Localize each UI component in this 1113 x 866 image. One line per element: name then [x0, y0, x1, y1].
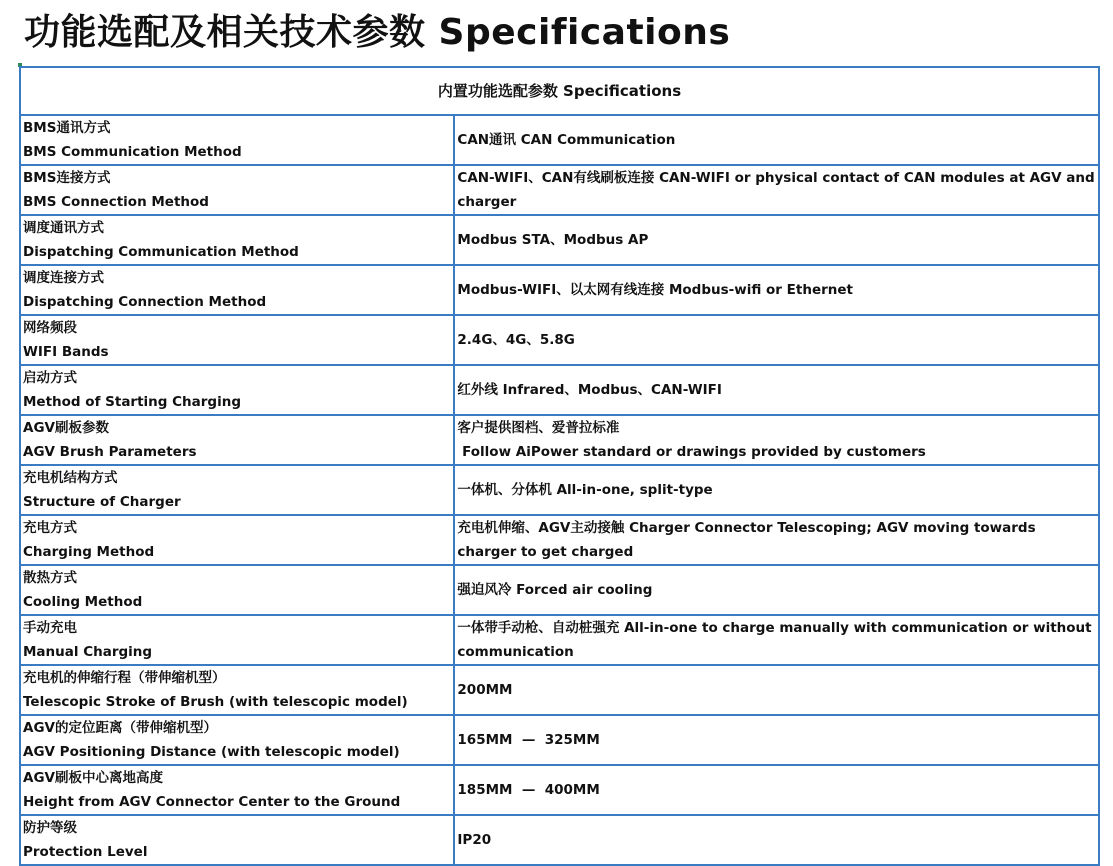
param-cell [20, 215, 454, 265]
param-value: CAN通讯 CAN Communication [457, 132, 676, 148]
param-value: Modbus STA、Modbus AP [457, 232, 649, 248]
value-cell [454, 715, 1099, 765]
param-name-en: BMS Connection Method [23, 194, 209, 210]
table-row [20, 815, 1099, 865]
table-header-row [20, 67, 1099, 115]
param-name-en: Charging Method [23, 544, 155, 560]
param-value-line-2: Follow AiPower standard or drawings provided by customers [457, 444, 926, 460]
value-cell [454, 315, 1099, 365]
param-name-cn: 网络频段 [23, 320, 77, 336]
param-name-en: AGV Positioning Distance (with telescopic model) [23, 744, 400, 760]
param-value: 红外线 Infrared、Modbus、CAN-WIFI [457, 382, 722, 398]
param-name-cn: 充电机结构方式 [23, 470, 118, 486]
param-cell [20, 765, 454, 815]
param-name-cn: AGV刷板参数 [23, 420, 109, 436]
param-value: 一体带手动枪、自动桩强充 All-in-one to charge manually with communication or without communication [457, 620, 1092, 660]
value-cell [454, 465, 1099, 515]
param-cell [20, 365, 454, 415]
param-cell [20, 515, 454, 565]
value-cell [454, 115, 1099, 165]
param-name-cn: 手动充电 [23, 620, 77, 636]
param-value: 165MM — 325MM [457, 732, 600, 748]
param-cell [20, 415, 454, 465]
param-name-en: AGV Brush Parameters [23, 444, 197, 460]
param-name-cn: 防护等级 [23, 820, 77, 836]
value-cell [454, 665, 1099, 715]
param-name-cn: 调度通讯方式 [23, 220, 104, 236]
value-cell [454, 765, 1099, 815]
specifications-table [19, 66, 1100, 866]
param-name-cn: BMS通讯方式 [23, 120, 111, 136]
table-row [20, 365, 1099, 415]
param-name-en: Structure of Charger [23, 494, 181, 510]
param-value: CAN-WIFI、CAN有线刷板连接 CAN-WIFI or physical contact of CAN modules at AGV and charger [457, 170, 1095, 210]
param-cell [20, 815, 454, 865]
table-row [20, 715, 1099, 765]
table-header: 内置功能选配参数 Specifications [20, 67, 1099, 115]
table-row [20, 465, 1099, 515]
param-name-cn: BMS连接方式 [23, 170, 111, 186]
value-cell [454, 215, 1099, 265]
value-cell [454, 565, 1099, 615]
table-row [20, 565, 1099, 615]
value-cell [454, 615, 1099, 665]
table-row [20, 515, 1099, 565]
param-value: 强迫风冷 Forced air cooling [457, 582, 653, 598]
param-cell [20, 115, 454, 165]
value-cell [454, 265, 1099, 315]
table-row [20, 115, 1099, 165]
table-row [20, 615, 1099, 665]
param-name-en: Manual Charging [23, 644, 153, 660]
param-cell [20, 615, 454, 665]
param-cell [20, 715, 454, 765]
param-value: 2.4G、4G、5.8G [457, 332, 575, 348]
table-row [20, 665, 1099, 715]
param-name-en: Height from AGV Connector Center to the Ground [23, 794, 401, 810]
value-cell [454, 815, 1099, 865]
param-cell [20, 565, 454, 615]
param-value: 客户提供图档、爱普拉标准 [457, 420, 620, 436]
table-row [20, 265, 1099, 315]
param-name-cn: 充电方式 [23, 520, 77, 536]
param-value: 一体机、分体机 All-in-one, split-type [457, 482, 713, 498]
param-cell [20, 265, 454, 315]
param-name-en: Dispatching Connection Method [23, 294, 267, 310]
param-cell [20, 665, 454, 715]
param-name-cn: AGV的定位距离（带伸缩机型） [23, 720, 217, 736]
param-cell [20, 165, 454, 215]
param-name-cn: 启动方式 [23, 370, 77, 386]
param-cell [20, 465, 454, 515]
param-value: Modbus-WIFI、以太网有线连接 Modbus-wifi or Ethernet [457, 282, 853, 298]
param-name-en: Dispatching Communication Method [23, 244, 299, 260]
table-row [20, 765, 1099, 815]
table-row [20, 165, 1099, 215]
table-row [20, 215, 1099, 265]
param-value: IP20 [457, 832, 492, 848]
param-name-cn: 充电机的伸缩行程（带伸缩机型） [23, 670, 226, 686]
param-name-cn: 散热方式 [23, 570, 77, 586]
table-row [20, 415, 1099, 465]
param-value: 充电机伸缩、AGV主动接触 Charger Connector Telescoping; AGV moving towards charger to get charged [457, 520, 1036, 560]
param-name-en: Protection Level [23, 844, 148, 860]
param-name-cn: AGV刷板中心离地高度 [23, 770, 163, 786]
param-name-en: WIFI Bands [23, 344, 109, 360]
value-cell [454, 365, 1099, 415]
param-name-en: BMS Communication Method [23, 144, 242, 160]
value-cell [454, 415, 1099, 465]
param-name-en: Telescopic Stroke of Brush (with telescopic model) [23, 694, 408, 710]
page-title: 功能选配及相关技术参数 Specifications [24, 12, 731, 53]
param-name-en: Cooling Method [23, 594, 143, 610]
value-cell [454, 515, 1099, 565]
table-row [20, 315, 1099, 365]
param-name-cn: 调度连接方式 [23, 270, 104, 286]
param-cell [20, 315, 454, 365]
value-cell [454, 165, 1099, 215]
param-value: 185MM — 400MM [457, 782, 600, 798]
param-name-en: Method of Starting Charging [23, 394, 241, 410]
param-value: 200MM [457, 682, 513, 698]
